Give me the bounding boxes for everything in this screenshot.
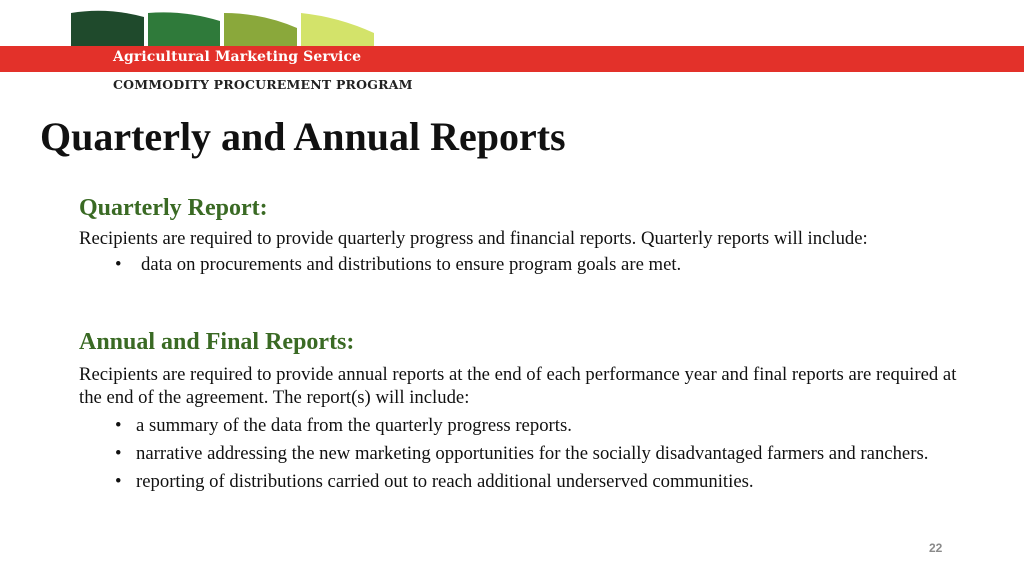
page-number: 22 xyxy=(929,541,943,555)
bullet-marker: • xyxy=(115,471,122,492)
annual-report-heading: Annual and Final Reports: xyxy=(79,329,355,355)
list-item xyxy=(79,254,989,276)
bullet-marker: • xyxy=(115,443,122,464)
bullet-text: a summary of the data from the quarterly progress reports. xyxy=(136,415,572,436)
annual-report-section xyxy=(79,327,989,493)
list-item xyxy=(79,471,989,493)
quarterly-report-intro: Recipients are required to provide quarterly progress and financial reports. Quarterly reports will include: xyxy=(79,228,868,249)
agency-name: Agricultural Marketing Service xyxy=(113,49,362,65)
list-item xyxy=(79,443,989,465)
bullet-text: data on procurements and distributions to ensure program goals are met. xyxy=(141,254,682,275)
quarterly-report-heading: Quarterly Report: xyxy=(79,195,268,221)
quarterly-report-bullets xyxy=(79,254,989,276)
page-title: Quarterly and Annual Reports xyxy=(40,114,566,159)
annual-report-bullets xyxy=(79,415,989,493)
quarterly-report-section xyxy=(79,193,989,276)
annual-report-intro: Recipients are required to provide annual reports at the end of each performance year and final reports are required at the end of the agreement. The report(s) will include: xyxy=(79,364,957,408)
list-item xyxy=(79,415,989,437)
bullet-text: reporting of distributions carried out to reach additional underserved communities. xyxy=(136,471,754,492)
bullet-marker: • xyxy=(115,254,122,275)
bullet-marker: • xyxy=(115,415,122,436)
logo-tab-dark-green xyxy=(71,11,144,46)
ams-header-banner xyxy=(0,0,1024,100)
program-name: COMMODITY PROCUREMENT PROGRAM xyxy=(113,77,413,92)
bullet-text: narrative addressing the new marketing opportunities for the socially disadvantaged farmers and ranchers. xyxy=(136,443,929,464)
